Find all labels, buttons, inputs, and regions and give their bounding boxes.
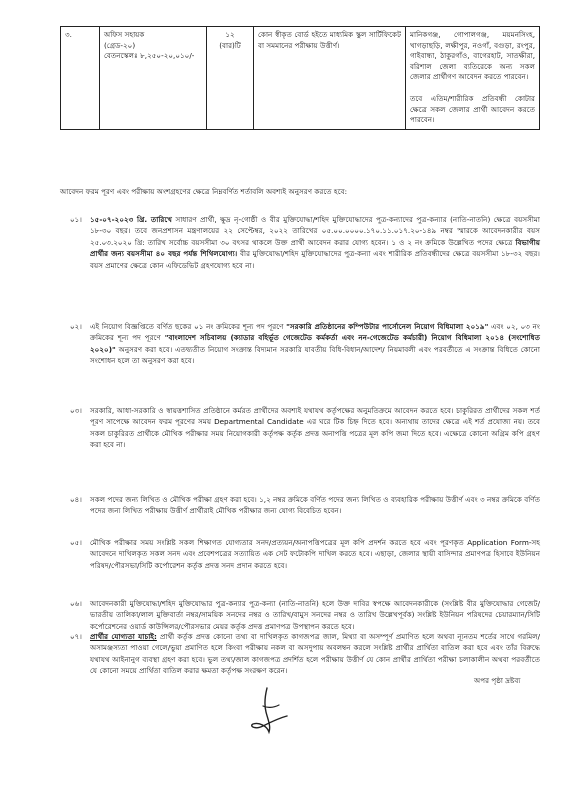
vacancy-table — [60, 26, 540, 130]
condition-paragraph-2: ০২। এই নিয়োগ বিজ্ঞপ্তিতে বর্ণিত ছকের ০১ নং ক্রমিকের শূন্য পদ পূরণে "সরকারি প্রতিষ্ঠানের কম্পিউটার পার্সোনেল নিয়োগ বিধিমালা ২০১৯" এবং ০২, ০৩ নং ক্রমিকের শূন্য পদ পূরণে "বাংলাদেশ সচিবালয় (ক্যাডার বহির্ভূত গেজেটেড কর্মকর্তা এবং নন-গেজেটেড কর্মচারী) নিয়োগ বিধিমালা ২০১৪ (সংশোধিত ২০২০)" অনুসরণ করা হবে। এতদ্ব্যতীত নিয়োগ সংক্রান্ত বিদ্যমান সরকারি যাবতীয় বিধি-বিধান/আদেশ/ নিয়মাবলী এবং পরবর্তীতে এ সংক্রান্ত বিধিতে কোনো সংশোধন হলে তা অনুসরণ করা হবে। — [70, 322, 541, 366]
condition-paragraph-5: ০৫। মৌখিক পরীক্ষার সময় সংশ্লিষ্ট সকল শিক্ষাগত যোগ্যতার সনদ/প্রত্যয়ন/অনাপত্তিপত্রের মূল কপি প্রদর্শন করতে হবে এবং পূরণকৃত Application Form-সহ আবেদনে দাখিলকৃত সকল সনদ এবং প্রবেশপত্রের সত্যায়িত এক সেট ফটোকপি দাখিল করতে হবে। এছাড়া, জেলার স্থায়ী বাসিন্দার প্রমাণপত্র হিসাবে ইউনিয়ন পরিষদ/পৌরসভা/সিটি কর্পোরেশন কর্তৃক প্রদত্ত সনদ প্রদান করতে হবে। — [70, 538, 540, 570]
post-title: অফিস সহায়ক — [104, 30, 145, 39]
post-grade: (গ্রেড-২০) — [104, 40, 136, 50]
posts-unit: (বার)টি — [219, 40, 241, 50]
condition-paragraph-6: ০৬। আবেদনকারী মুক্তিযোদ্ধা/শহিদ মুক্তিযোদ্ধার পুত্র-কন্যার পুত্র-কন্যা (নাতি-নাতনি) হলে উক্ত দাবির স্বপক্ষে আবেদনকারীকে (সংশ্লিষ্ট বীর মুক্তিযোদ্ধার গেজেট/ভারতীয় তালিকা/লাল মুক্তিবার্তা নম্বর/সাময়িক সনদের নম্বর ও তারিখ/বামুস সনদের নম্বর ও তারিখ উল্লেখপূর্বক) সংশ্লিষ্ট ইউনিয়ন পরিষদের চেয়ারম্যান/সিটি কর্পোরেশনের ওয়ার্ড কাউন্সিলর/পৌরসভার মেয়র কর্তৃক প্রদত্ত প্রমাণপত্র উপস্থাপন করতে হবে। — [70, 599, 540, 631]
posts-count-cell — [207, 27, 254, 130]
rule-title-2014: "বাংলাদেশ সচিবালয় (ক্যাডার বহির্ভূত গেজেটেড কর্মকর্তা এবং নন-গেজেটেড কর্মচারী) নিয়োগ বিধিমালা ২০১৪ (সংশোধিত ২০২০)" — [90, 333, 541, 354]
table-row — [61, 27, 540, 130]
quota-note: তবে এতিম/শারীরিক প্রতিবন্ধী কোটার ক্ষেত্রে সকল জেলার প্রার্থী আবেদন করতে পারবেন। — [410, 93, 535, 125]
condition-paragraph-3: ০৩। সরকারি, আধা-সরকারি ও স্বায়ত্তশাসিত প্রতিষ্ঠানে কর্মরত প্রার্থীদের অবশ্যই যথাযথ কর্তৃপক্ষের অনুমতিক্রমে আবেদন করতে হবে। চাকুরিরত প্রার্থীদের সকল শর্ত পূরণ সাপেক্ষে আবেদন ফরম পূরণের সময় Departmental Candidate এর ঘরে টিক চিহ্ন দিতে হবে। অন্যথায় তাদের ক্ষেত্রে এই শর্ত প্রযোজ্য নয়। তবে সকল চাকুরিরত প্রার্থীকে মৌখিক পরীক্ষার সময় নিয়োগকারী কর্তৃপক্ষ কর্তৃক প্রদত্ত অনাপত্তি পত্রের মূল কপি জমা দিতে হবে। এক্ষেত্রে কোনো অগ্রিম কপি গ্রহণ করা হবে না। — [70, 406, 540, 450]
district-cell — [406, 27, 540, 130]
cutoff-date: ১৫-০৭-২০২৩ খ্রি. তারিখে — [90, 215, 172, 224]
paragraph-number: ০৩। — [70, 406, 82, 415]
condition-paragraph-4: ০৪। সকল পদের জন্য লিখিত ও মৌখিক পরীক্ষা গ্রহণ করা হবে। ১,২ নম্বর ক্রমিকে বর্ণিত পদের জন্য লিখিত ও ব্যবহারিক পরীক্ষায় উত্তীর্ণ এবং ৩ নম্বর ক্রমিকে বর্ণিত পদের জন্য লিখিত পরীক্ষায় উত্তীর্ণ প্রার্থীরাই মৌখিক পরীক্ষার জন্য যোগ্য বিবেচিত হবেন। — [70, 495, 540, 516]
districts-note: মানিকগঞ্জ, গোপালগঞ্জ, ময়মনসিংহ, খাগড়াছড়ি, লক্ষীপুর, নওগাঁ, বগুড়া, রংপুর, গাইবান্ধা, ঠাকুরগাঁও, বাগেরহাট, সাতক্ষীরা, বরিশাল জেলা ব্যতিরেকে অন্য সকল জেলার প্রার্থীগণ আবেদন করতে পারবেন। — [410, 30, 535, 82]
paragraph-number: ০২। — [70, 322, 82, 331]
age-relaxation-note: বিভাগীয় প্রার্থীর জন্য বয়সসীমা ৪০ বছর পর্যন্ত শিথিলযোগ্য। — [90, 237, 540, 259]
rule-title-2019: "সরকারি প্রতিষ্ঠানের কম্পিউটার পার্সোনেল নিয়োগ বিধিমালা ২০১৯" — [286, 322, 489, 331]
paragraph-number: ০৬। — [70, 599, 82, 608]
conditions-intro: আবেদন ফরম পূরণ এবং পরীক্ষায় অংশগ্রহণের ক্ষেত্রে নিম্নবর্ণিত শর্তাবলি অবশ্যই অনুসরণ করতে হবে: — [60, 187, 348, 196]
eligibility-check-heading: প্রার্থীর যোগ্যতা যাচাই: — [90, 632, 157, 641]
post-cell — [100, 27, 207, 130]
posts-count: ১২ — [225, 30, 235, 39]
serial-cell: ৩. — [61, 27, 100, 130]
pay-scale: বেতনস্কেলঃ ৮,২৫০-২০,০১০/- — [104, 51, 195, 61]
paragraph-number: ০৫। — [70, 538, 82, 547]
signature-image — [245, 686, 291, 736]
condition-paragraph-7: ০৭। প্রার্থীর যোগ্যতা যাচাই: প্রার্থী কর্তৃক প্রদত্ত কোনো তথ্য বা দাখিলকৃত কাগজপত্র জাল, মিথ্যা বা অসম্পূর্ণ প্রমাণিত হলে অথবা ন্যূনতম শর্তের সাথে গরমিল/অসামঞ্জস্যতা পাওয়া গেলে/ভুয়া প্রমাণিত হলে কিংবা পরীক্ষায় নকল বা অসদুপায় অবলম্বন করলে সংশ্লিষ্ট প্রার্থীর প্রার্থিতা বাতিল করা হবে এবং তাঁর বিরুদ্ধে যথাযথ আইনানুগ ব্যবস্থা গ্রহণ করা হবে। ভুল তথ্য/জাল কাগজপত্র প্রদর্শিত হলে পরীক্ষায় উত্তীর্ণ যে কোন প্রার্থীর প্রার্থিতা পরীক্ষা চলাকালীন অথবা পরবর্তীতে যে কোনো সময়ে প্রার্থিতা বাতিল করার ক্ষমতা কর্তৃপক্ষ সংরক্ষণ করেন। — [70, 632, 540, 676]
paragraph-number: ০৭। — [70, 632, 82, 641]
paragraph-number: ০১। — [70, 215, 82, 224]
paragraph-number: ০৪। — [70, 495, 82, 504]
continued-overleaf-note: অপর পৃষ্ঠা দ্রষ্টব্য — [474, 676, 521, 685]
condition-paragraph-1: ০১। ১৫-০৭-২০২৩ খ্রি. তারিখে সাধারণ প্রার্থী, ক্ষুদ্র নৃ-গোষ্ঠী ও বীর মুক্তিযোদ্ধা/শহিদ মুক্তিযোদ্ধাদের পুত্র-কন্যাদের পুত্র-কন্যার (নাতি-নাতনি) ক্ষেত্রে বয়সসীমা ১৮-৩০ বছর। তবে জনপ্রশাসন মন্ত্রণালয়ের ২২ সেপ্টেম্বর, ২০২২ তারিখের ০৫.০০.০০০০.১৭০.১১.০১৭.২০-১৪৯ নম্বর স্মারকে আবেদনকারীর বয়স ২৫.০৩.২০২০ খ্রি: তারিখ সর্বোচ্চ বয়সসীমা ৩০ বৎসর থাকলে উক্ত প্রার্থী আবেদন করার যোগ্য হবেন। ১ ও ২ নং ক্রমিকে উল্লেখিত পদের ক্ষেত্রে বিভাগীয় প্রার্থীর জন্য বয়সসীমা ৪০ বছর পর্যন্ত শিথিলযোগ্য। বীর মুক্তিযোদ্ধা/শহিদ মুক্তিযোদ্ধাদের পুত্র-কন্যা এবং শারীরিক প্রতিবন্ধীদের ক্ষেত্রে বয়সসীমা ১৮-৩২ বছর। বয়স প্রমাণের ক্ষেত্রে কোন এফিডেভিট গ্রহণযোগ্য হবে না। — [70, 215, 540, 270]
qualification-cell: কোন স্বীকৃত বোর্ড হইতে মাধ্যমিক স্কুল সার্টিফিকেট বা সমমানের পরীক্ষায় উত্তীর্ণ। — [254, 27, 406, 130]
